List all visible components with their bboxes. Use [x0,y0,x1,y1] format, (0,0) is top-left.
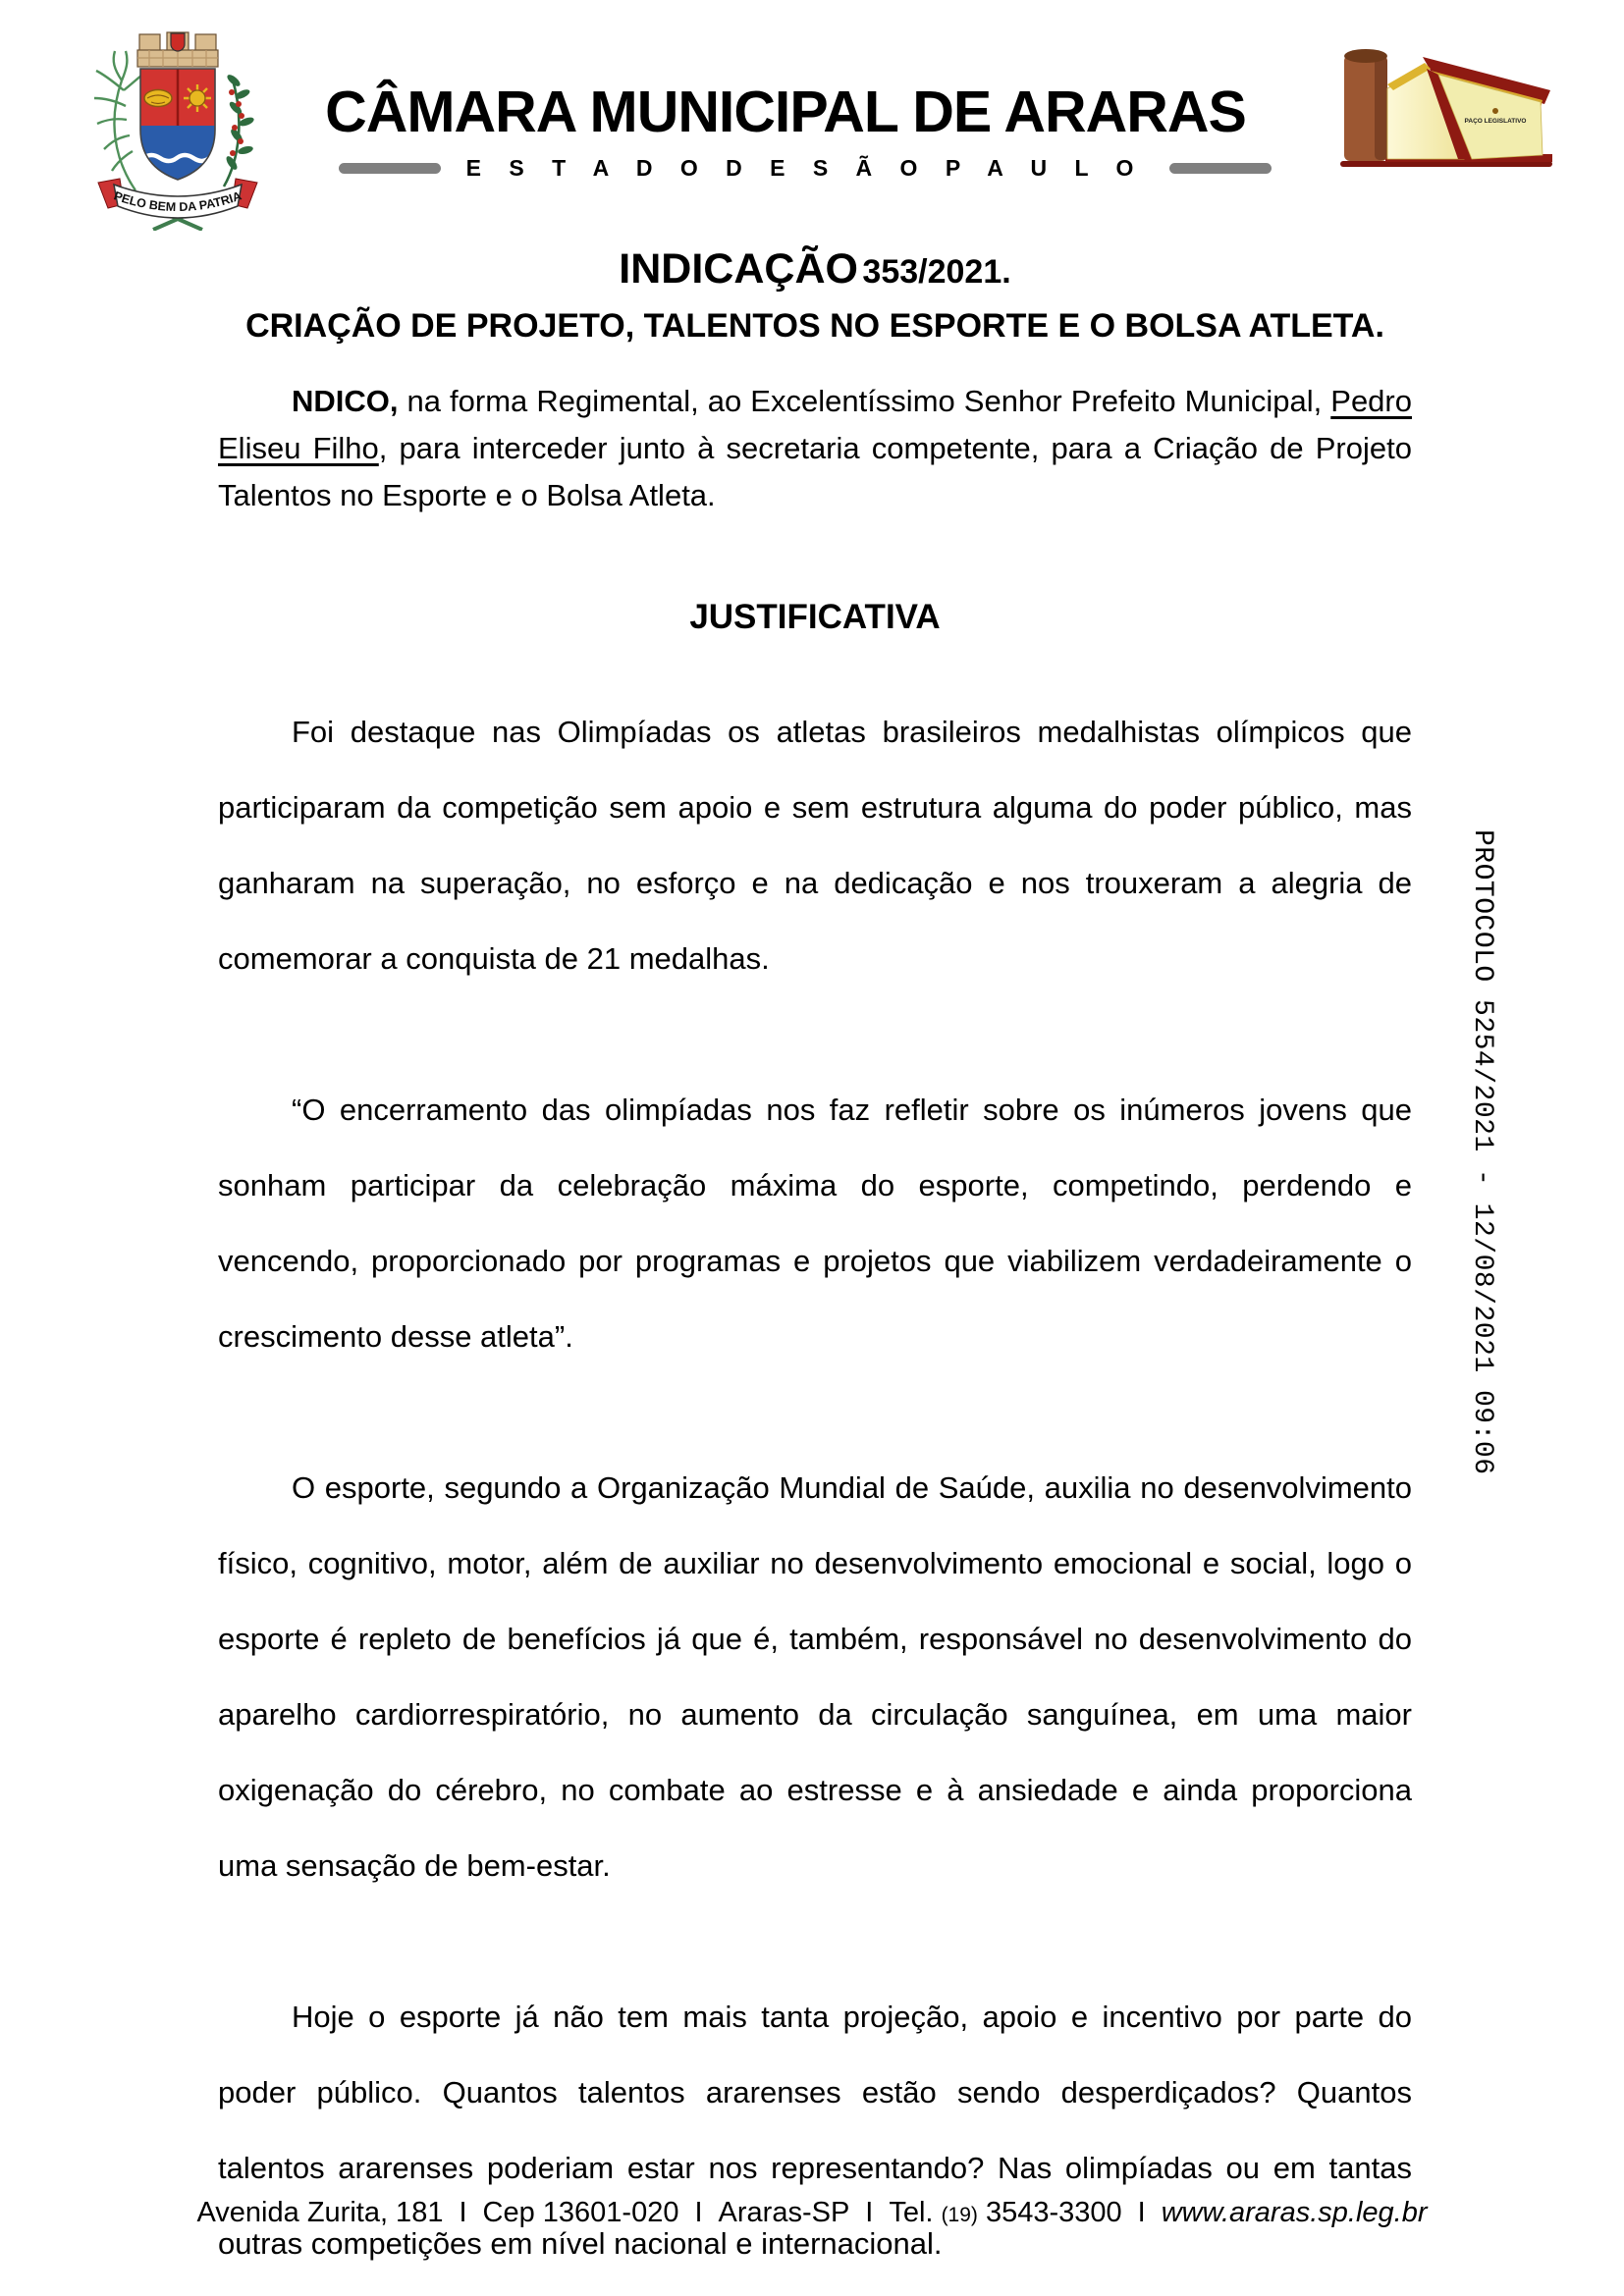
crest-motto: PELO BEM DA PATRIA [112,188,244,215]
section-heading: JUSTIFICATIVA [689,598,941,636]
body-paragraph-1: Foi destaque nas Olimpíadas os atletas brasileiros medalhistas olímpicos que participaram da competição sem apoio e sem estrutura alguma do poder público, mas ganharam na superação, no esforço e na dedicação e nos trouxeram a alegria de comemorar a conquista de 21 medalhas. [218,715,1412,976]
doc-title [218,245,1412,294]
decorative-bar-left [339,163,441,174]
footer-separator: I [459,2197,467,2228]
doc-type-label: INDICAÇÃO [619,245,858,293]
footer-tel-label: Tel. [889,2197,934,2228]
org-name: CÂMARA MUNICIPAL DE ARARAS [325,80,1246,144]
document-body [218,245,1412,2296]
building-label: PAÇO LEGISLATIVO [1464,118,1527,125]
footer-tel-area: (19) [941,2204,978,2226]
intro-paragraph [218,378,1412,519]
footer-separator: I [694,2197,703,2228]
footer-separator: I [865,2197,874,2228]
footer-address: Avenida Zurita, 181 [196,2197,444,2228]
body-paragraph-2: “O encerramento das olimpíadas nos faz refletir sobre os inúmeros jovens que sonham participar da celebração máxima do esporte, competindo, perdendo e vencendo, proporcionado por programas e projetos que viabilizem verdadeiramente o crescimento desse atleta”. [218,1093,1412,1354]
footer-city: Araras-SP [718,2197,850,2228]
mayor-name: Pedro Eliseu Filho [218,384,1412,465]
footer-cep: Cep 13601-020 [482,2197,679,2228]
body-paragraph-3: O esporte, segundo a Organização Mundial de Saúde, auxilia no desenvolvimento físico, cognitivo, motor, além de auxiliar no desenvolvimento emocional e social, logo o esporte é repleto de benefícios já que é, também, responsável no desenvolvimento do aparelho cardiorrespiratório, no aumento da circulação sanguínea, em uma maior oxigenação do cérebro, no combate ao estresse e à ansiedade e ainda proporciona uma sensação de bem-estar. [218,1470,1412,1883]
footer-tel-number: 3543-3300 [985,2197,1122,2228]
intro-segment2: , para interceder junto à secretaria competente, para a Criação de Projeto Talentos no Esporte e o Bolsa Atleta. [218,431,1412,512]
doc-number: 353/2021. [862,253,1011,291]
footer-separator: I [1137,2197,1146,2228]
footer-website: www.araras.sp.leg.br [1161,2197,1428,2228]
protocol-stamp: PROTOCOLO 5254/2021 - 12/08/2021 09:06 [1467,829,1497,1475]
doc-subject: CRIAÇÃO DE PROJETO, TALENTOS NO ESPORTE E O BOLSA ATLETA. [245,307,1384,345]
decorative-bar-right [1169,163,1272,174]
intro-segment1: na forma Regimental, ao Excelentíssimo Senhor Prefeito Municipal, [398,384,1331,418]
intro-lead: NDICO, [292,384,399,418]
state-line: E S T A D O D E S Ã O P A U L O [465,155,1145,181]
footer [0,2197,1624,2229]
legislative-palace-icon [1327,39,1565,187]
body-paragraph-4: Hoje o esporte já não tem mais tanta projeção, apoio e incentivo por parte do poder público. Quantos talentos ararenses estão sendo desperdiçados? Quantos talentos ararenses poderiam estar nos representando? Nas olimpíadas ou em tantas outras competições em nível nacional e internacional. [218,2000,1412,2261]
